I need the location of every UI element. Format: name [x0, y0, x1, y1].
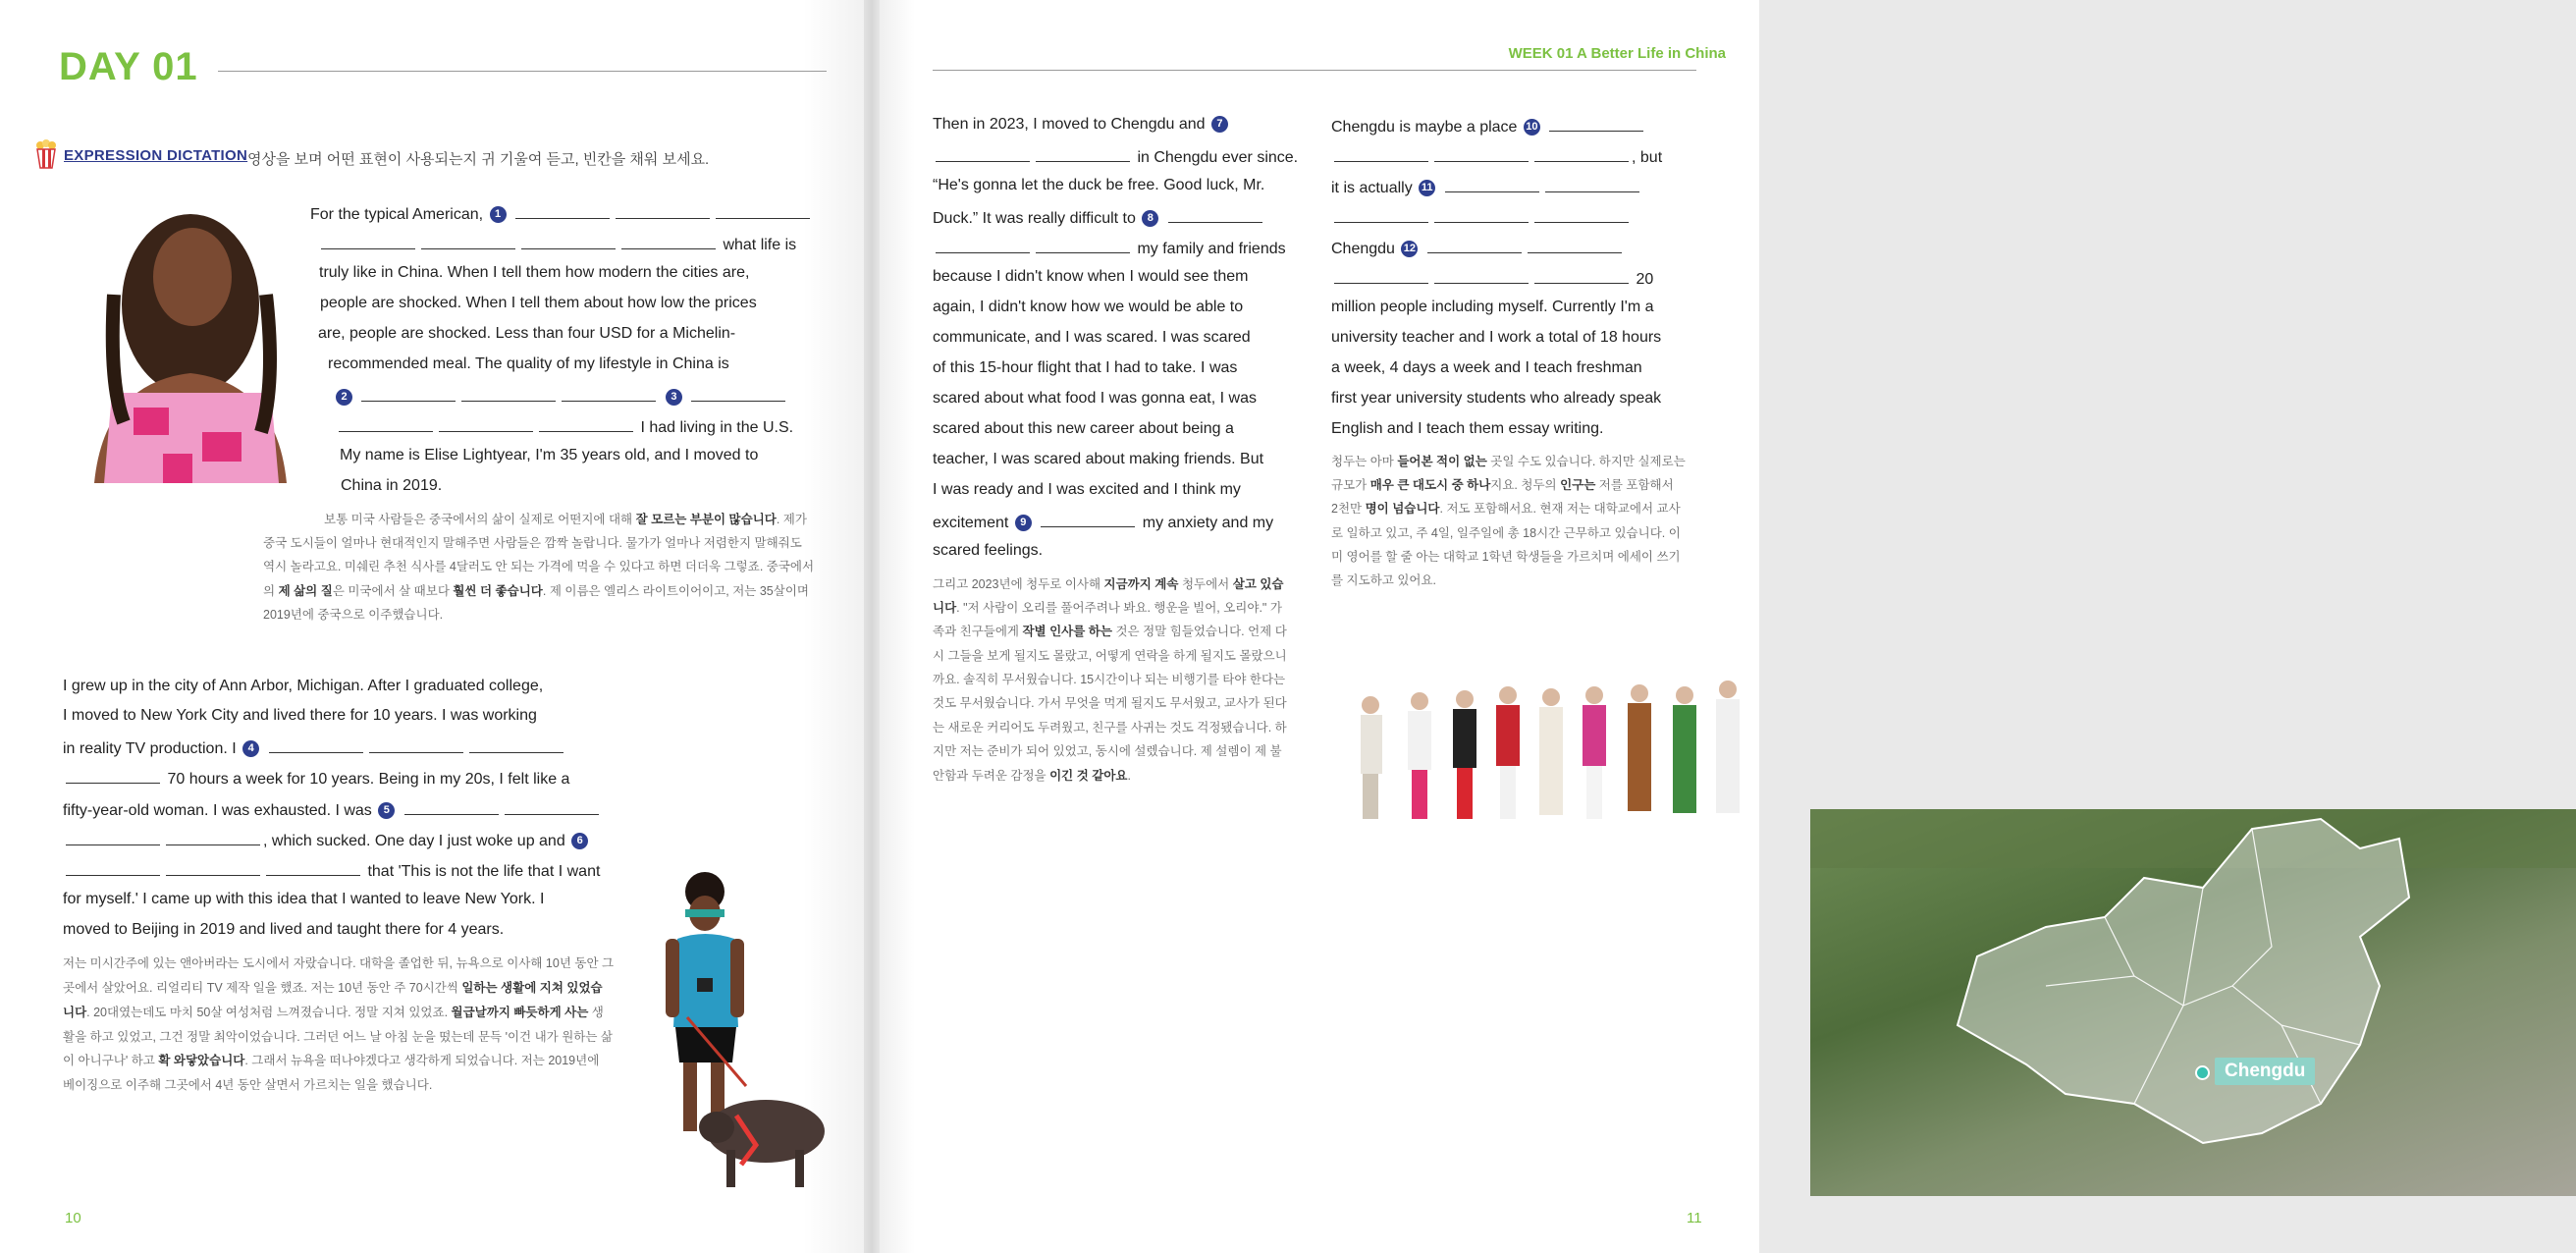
c1-line: scared feelings.	[933, 542, 1044, 559]
text: in Chengdu ever since.	[1137, 149, 1299, 166]
p1-line: are, people are shocked. Less than four USD for a Michelin-	[318, 325, 736, 342]
elise-portrait-photo	[65, 196, 306, 483]
map-location-label: Chengdu	[2215, 1058, 2315, 1085]
dictation-blank[interactable]	[621, 233, 716, 249]
korean-translation-line: 족과 친구들에게 작별 인사를 하는 것은 정말 힘들었습니다. 언제 다	[933, 625, 1287, 638]
c1-line: because I didn't know when I would see them	[933, 268, 1249, 285]
dictation-blank[interactable]	[716, 202, 810, 219]
dictation-blank[interactable]	[936, 237, 1030, 253]
p2-line	[63, 736, 566, 759]
korean-translation-line: 안함과 두려운 감정을 이긴 것 같아요.	[933, 769, 1131, 783]
dictation-blank[interactable]	[1434, 145, 1529, 162]
c2-line: first year university students who already speak	[1331, 390, 1662, 407]
chengdu-map-photo	[1810, 809, 2576, 1196]
dictation-blank[interactable]	[421, 233, 515, 249]
dictation-blank[interactable]	[1334, 267, 1428, 284]
dictation-blank[interactable]	[1168, 206, 1262, 223]
popcorn-icon	[33, 139, 59, 169]
korean-translation-line: 까요. 솔직히 무서웠습니다. 15시간이나 되는 비행기를 타야 한다는	[933, 673, 1286, 686]
korean-translation-line: 베이징으로 이주해 그곳에서 4년 동안 살면서 가르치는 일을 했습니다.	[63, 1078, 433, 1092]
dictation-blank[interactable]	[439, 415, 533, 432]
text: Duck.” It was really difficult to	[933, 210, 1136, 227]
dictation-blank[interactable]	[166, 859, 260, 876]
c2-line	[1331, 176, 1642, 198]
dictation-blank[interactable]	[936, 145, 1030, 162]
p2-line	[63, 829, 590, 851]
korean-translation-line: 저는 미시간주에 있는 앤아버라는 도시에서 자랐습니다. 대학을 졸업한 뒤, 뉴욕으로 이사해 10년 동안 그	[63, 956, 615, 970]
korean-translation-line: 2천만 명이 넘습니다. 저도 포함해서요. 현재 저는 대학교에서 교사	[1331, 502, 1681, 516]
dictation-blank[interactable]	[1041, 511, 1135, 527]
text: in reality TV production. I	[63, 740, 237, 757]
dictation-blank[interactable]	[515, 202, 610, 219]
text: Chengdu is maybe a place	[1331, 119, 1518, 136]
dancing-crowd-photo	[1341, 666, 1759, 825]
c1-line: “He's gonna let the duck be free. Good luck, Mr.	[933, 177, 1265, 193]
c2-line	[1331, 237, 1625, 259]
left-page	[0, 0, 864, 1253]
c1-line	[933, 237, 1286, 259]
c2-line	[1331, 267, 1653, 290]
p2-line	[63, 767, 569, 790]
blank-number-badge: 3	[666, 389, 682, 406]
p2-line: I moved to New York City and lived there for 10 years. I was working	[63, 707, 537, 724]
c1-line: of this 15-hour flight that I had to take. I was	[933, 359, 1238, 376]
korean-translation-line: 역시 놀라고요. 미쉐린 추천 식사를 4달러도 안 되는 가격에 먹을 수 있다고 하면 더더욱 그렇죠. 중국에서	[263, 560, 815, 573]
blank-number-badge: 7	[1211, 116, 1228, 133]
korean-translation-line: 는 새로운 커리어도 두려웠고, 친구를 사귀는 것도 걱정됐습니다. 하	[933, 721, 1287, 735]
dictation-blank[interactable]	[562, 385, 656, 402]
c1-line	[933, 115, 1230, 135]
c2-line	[1331, 115, 1646, 137]
page-number: 10	[65, 1210, 81, 1226]
korean-translation-line: 것도 무서웠습니다. 가서 무엇을 먹게 될지도 무서웠고, 교사가 된다	[933, 696, 1287, 710]
dictation-blank[interactable]	[321, 233, 415, 249]
day-title: DAY 01	[59, 45, 198, 88]
c1-line: teacher, I was scared about making friends. But	[933, 451, 1264, 467]
expression-dictation-label: EXPRESSION DICTATION	[64, 147, 248, 164]
title-rule	[218, 71, 827, 72]
blank-number-badge: 9	[1015, 515, 1032, 531]
text: my family and friends	[1137, 241, 1286, 257]
blank-number-badge: 1	[490, 206, 507, 223]
dictation-blank[interactable]	[1545, 176, 1639, 192]
dictation-blank[interactable]	[539, 415, 633, 432]
korean-translation-line: 청두는 아마 들어본 적이 없는 곳일 수도 있습니다. 하지만 실제로는	[1331, 455, 1686, 468]
korean-translation-line: 보통 미국 사람들은 중국에서의 삶이 실제로 어떤지에 대해 잘 모르는 부분이 많습니다. 제가	[324, 513, 807, 526]
text: that 'This is not the life that I want	[367, 863, 601, 880]
dictation-blank[interactable]	[1036, 237, 1130, 253]
c2-line: a week, 4 days a week and I teach freshman	[1331, 359, 1642, 376]
korean-translation-line: 그리고 2023년에 청두로 이사해 지금까지 계속 청두에서 살고 있습	[933, 577, 1284, 591]
text: excitement	[933, 515, 1009, 531]
dictation-blank[interactable]	[339, 415, 433, 432]
text: my anxiety and my	[1142, 515, 1274, 531]
korean-translation-line: 니다. "저 사람이 오리를 풀어주려나 봐요. 행운을 빌어, 오리야." 가	[933, 601, 1282, 615]
p1-line	[334, 385, 788, 408]
text: 70 hours a week for 10 years. Being in my 20s, I felt like a	[167, 771, 570, 788]
woman-with-pig-photo	[648, 870, 831, 1198]
text: For the typical American,	[310, 206, 484, 223]
p1-line: truly like in China. When I tell them how modern the cities are,	[319, 264, 750, 281]
text: what life is	[723, 237, 797, 253]
blank-number-badge: 4	[242, 740, 259, 757]
p1-line	[310, 202, 813, 225]
korean-translation-line: 지만 저는 준비가 되어 있었고, 동시에 설렜습니다. 제 설렘이 제 불	[933, 744, 1282, 758]
dictation-blank[interactable]	[505, 798, 599, 815]
text: , which sucked. One day I just woke up and	[263, 833, 565, 849]
dictation-blank[interactable]	[66, 767, 160, 784]
page-number: 11	[1687, 1210, 1702, 1226]
korean-translation-line: 의 제 삶의 질은 미국에서 살 때보다 훨씬 더 좋습니다. 제 이름은 엘리스 라이트이어이고, 저는 35살이며	[263, 584, 809, 598]
c1-line: scared about this new career about being a	[933, 420, 1234, 437]
korean-translation-line: 규모가 매우 큰 대도시 중 하나지요. 청두의 인구는 저를 포함해서	[1331, 478, 1674, 492]
dictation-blank[interactable]	[166, 829, 260, 845]
blank-number-badge: 10	[1524, 119, 1540, 136]
dictation-blank[interactable]	[1549, 115, 1643, 132]
dictation-blank[interactable]	[461, 385, 556, 402]
korean-translation-line: 시 그들을 보게 될지도 몰랐고, 어떻게 연락을 하게 될지도 몰랐으니	[933, 649, 1287, 663]
p1-line	[318, 233, 796, 255]
dictation-blank[interactable]	[1434, 206, 1529, 223]
text: , but	[1632, 149, 1663, 166]
p1-line	[336, 415, 793, 438]
text: it is actually	[1331, 180, 1413, 196]
blank-number-badge: 5	[378, 802, 395, 819]
dictation-blank[interactable]	[1445, 176, 1539, 192]
korean-translation-line: 미 영어를 할 줄 아는 대학교 1학년 학생들을 가르치며 에세이 쓰기	[1331, 550, 1681, 564]
korean-translation-line: 이 아니구나' 하고 확 와닿았습니다. 그래서 뉴욕을 떠나야겠다고 생각하게 되었습니다. 저는 2019년에	[63, 1054, 600, 1067]
c2-line	[1331, 145, 1662, 168]
blank-number-badge: 12	[1401, 241, 1418, 257]
dictation-blank[interactable]	[691, 385, 785, 402]
p2-line	[63, 798, 602, 821]
p1-line: China in 2019.	[341, 477, 443, 494]
dictation-blank[interactable]	[1334, 145, 1428, 162]
c2-line	[1331, 206, 1632, 229]
p2-line: I grew up in the city of Ann Arbor, Michigan. After I graduated college,	[63, 678, 544, 694]
p1-line: people are shocked. When I tell them about how low the prices	[320, 295, 757, 311]
p1-line: recommended meal. The quality of my lifestyle in China is	[328, 355, 729, 372]
korean-translation-line: 곳에서 살았어요. 리얼리티 TV 제작 일을 했죠. 저는 10년 동안 주 70시간씩 일하는 생활에 지쳐 있었습	[63, 981, 603, 995]
c2-line: million people including myself. Currently I'm a	[1331, 299, 1654, 315]
c1-line	[933, 511, 1273, 533]
c1-line	[933, 206, 1265, 229]
dictation-blank[interactable]	[66, 829, 160, 845]
right-page	[880, 0, 2306, 1253]
book-gutter	[864, 0, 880, 1253]
dictation-blank[interactable]	[1036, 145, 1130, 162]
dictation-blank[interactable]	[369, 736, 463, 753]
c2-line: university teacher and I work a total of 18 hours	[1331, 329, 1662, 346]
dictation-blank[interactable]	[66, 859, 160, 876]
c1-line: I was ready and I was excited and I think my	[933, 481, 1241, 498]
instruction-text: 영상을 보며 어떤 표현이 사용되는지 귀 기울여 듣고, 빈칸을 채워 보세요.	[247, 151, 710, 168]
text: 20	[1636, 271, 1654, 288]
p2-line: for myself.' I came up with this idea that I wanted to leave New York. I	[63, 891, 545, 907]
dictation-blank[interactable]	[266, 859, 360, 876]
dictation-blank[interactable]	[1434, 267, 1529, 284]
dictation-blank[interactable]	[1534, 145, 1629, 162]
dictation-blank[interactable]	[269, 736, 363, 753]
p1-line: My name is Elise Lightyear, I'm 35 years old, and I moved to	[340, 447, 759, 463]
c1-line	[933, 145, 1298, 168]
blank-number-badge: 8	[1142, 210, 1158, 227]
p2-line: moved to Beijing in 2019 and lived and taught there for 4 years.	[63, 921, 505, 938]
korean-translation-line: 니다. 20대였는데도 마치 50살 여성처럼 느껴졌습니다. 정말 지쳐 있었죠. 월급날까지 빠듯하게 사는 생	[63, 1006, 604, 1019]
china-map-outline	[1810, 809, 2576, 1196]
p2-line	[63, 859, 600, 882]
korean-translation-line: 를 지도하고 있어요.	[1331, 573, 1437, 587]
dictation-blank[interactable]	[1334, 206, 1428, 223]
dictation-blank[interactable]	[1528, 237, 1622, 253]
chengdu-location-pin-icon	[2195, 1065, 2210, 1080]
dictation-blank[interactable]	[1534, 206, 1629, 223]
blank-number-badge: 2	[336, 389, 352, 406]
korean-translation-line: 중국 도시들이 얼마나 현대적인지 말해주면 사람들은 깜짝 놀랍니다. 물가가 얼마나 저렴한지 말해줘도	[263, 536, 802, 550]
dictation-blank[interactable]	[521, 233, 616, 249]
c1-line: scared about what food I was gonna eat, I was	[933, 390, 1257, 407]
blank-number-badge: 11	[1419, 180, 1435, 196]
text: Then in 2023, I moved to Chengdu and	[933, 116, 1206, 133]
dictation-blank[interactable]	[1534, 267, 1629, 284]
blank-number-badge: 6	[571, 833, 588, 849]
dictation-blank[interactable]	[361, 385, 456, 402]
korean-translation-line: 로 일하고 있고, 주 4일, 일주일에 총 18시간 근무하고 있습니다. 이	[1331, 526, 1681, 540]
week-title: WEEK 01 A Better Life in China	[1508, 45, 1726, 62]
c2-line: English and I teach them essay writing.	[1331, 420, 1604, 437]
dictation-blank[interactable]	[616, 202, 710, 219]
c1-line: again, I didn't know how we would be able to	[933, 299, 1244, 315]
korean-translation-line: 활을 하고 있었고, 그건 정말 최악이었습니다. 그러던 어느 날 아침 눈을 떴는데 문득 '이건 내가 원하는 삶	[63, 1030, 613, 1044]
text: I had living in the U.S.	[640, 419, 794, 436]
title-rule	[933, 70, 1696, 71]
dictation-blank[interactable]	[469, 736, 564, 753]
korean-translation-line: 2019년에 중국으로 이주했습니다.	[263, 608, 444, 622]
text: fifty-year-old woman. I was exhausted. I was	[63, 802, 372, 819]
text: Chengdu	[1331, 241, 1395, 257]
c1-line: communicate, and I was scared. I was scared	[933, 329, 1251, 346]
dictation-blank[interactable]	[404, 798, 499, 815]
dictation-blank[interactable]	[1427, 237, 1522, 253]
